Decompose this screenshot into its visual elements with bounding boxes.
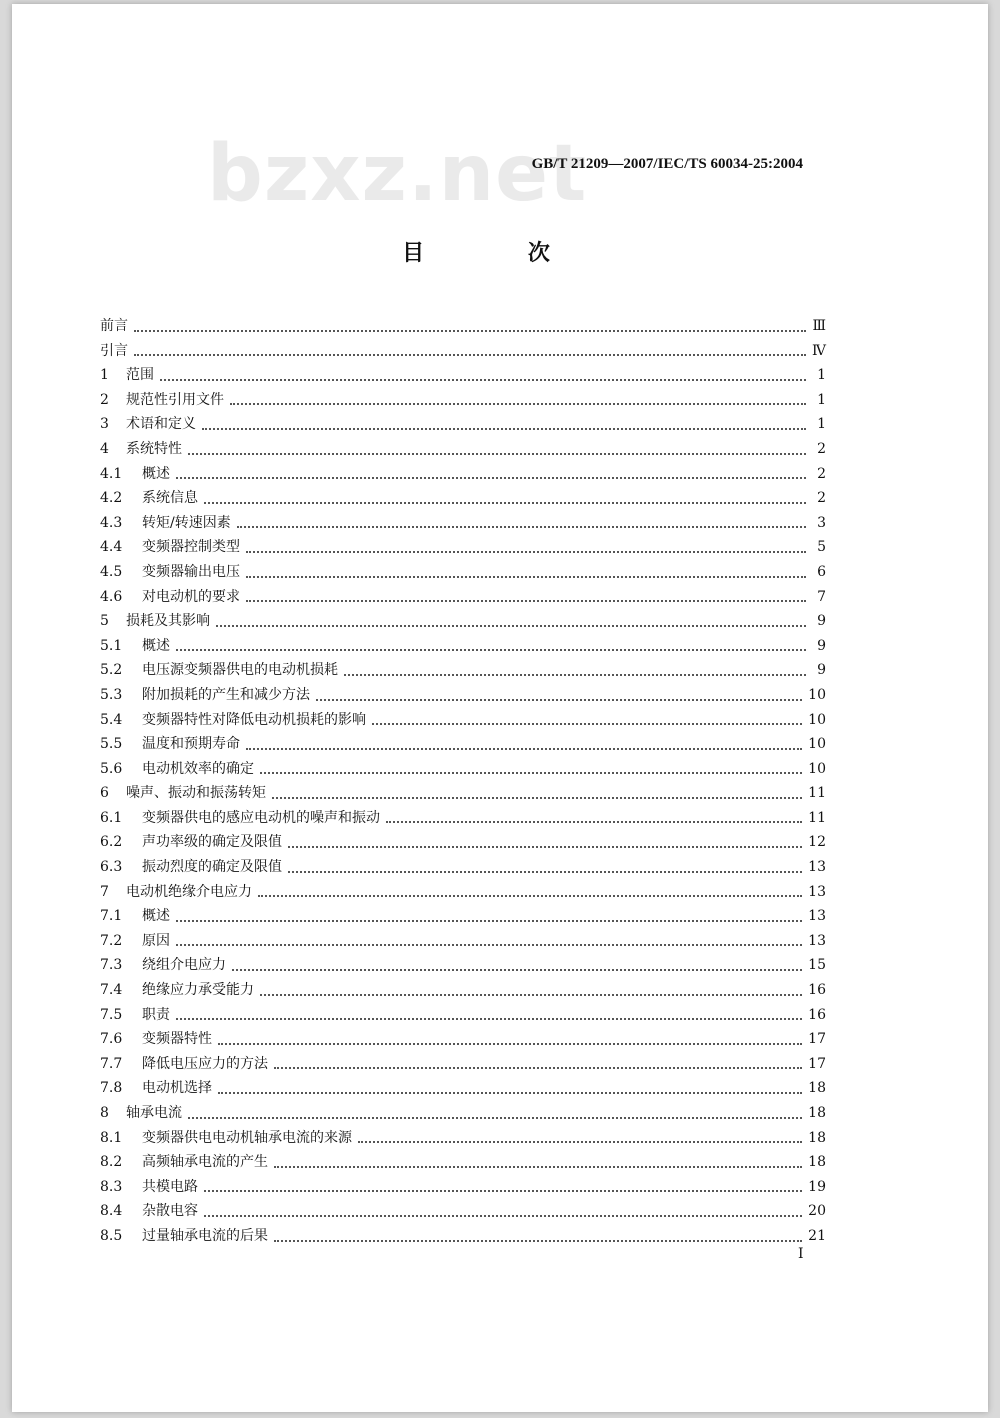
toc-entry: [100, 1076, 826, 1101]
toc-entry-number: 7.3: [100, 957, 123, 974]
toc-leader-dots: [274, 1067, 802, 1069]
toc-entry-page: 18: [808, 1154, 826, 1171]
toc-entry-label: 附加损耗的产生和减少方法: [142, 686, 310, 703]
toc-entry: [100, 634, 826, 659]
toc-entry-page: 11: [808, 809, 826, 826]
toc-entry-number: 8: [100, 1105, 109, 1121]
toc-entry-number: 7.5: [100, 1006, 123, 1023]
toc-entry-label: 损耗及其影响: [126, 613, 210, 630]
toc-entry-label: 电动机选择: [142, 1080, 212, 1097]
standard-code: GB/T 21209—2007/IEC/TS 60034-25:2004: [531, 156, 803, 172]
toc-leader-dots: [246, 748, 802, 750]
toc-entry: [100, 388, 826, 413]
toc-entry-number: 8.2: [100, 1154, 123, 1171]
toc-entry-page: 1: [817, 391, 826, 408]
toc-entry-label: 变频器供电的感应电动机的噪声和振动: [142, 809, 380, 826]
toc-leader-dots: [232, 969, 802, 971]
toc-entry-number: 5.4: [100, 711, 123, 728]
toc-entry-number: 7.7: [100, 1055, 123, 1072]
toc-entry: [100, 609, 826, 634]
toc-entry-number: 7.1: [100, 908, 123, 925]
toc-leader-dots: [204, 1190, 802, 1192]
toc-entry-number: 5: [100, 613, 109, 630]
toc-leader-dots: [260, 994, 802, 996]
toc-entry: [100, 929, 826, 954]
toc-entry-number: 8.4: [100, 1203, 123, 1220]
toc-entry-label: 降低电压应力的方法: [142, 1055, 268, 1072]
toc-entry-label: 杂散电容: [142, 1203, 198, 1220]
toc-entry-label: 引言: [100, 342, 128, 359]
toc-entry: [100, 363, 826, 388]
toc-leader-dots: [176, 944, 802, 946]
toc-entry-page: 13: [808, 883, 826, 900]
page-number: I: [798, 1246, 804, 1262]
toc-entry-page: Ⅲ: [812, 318, 826, 334]
toc-leader-dots: [176, 649, 806, 651]
table-of-contents: [100, 314, 826, 1249]
toc-leader-dots: [260, 772, 802, 774]
toc-entry-label: 绕组介电应力: [142, 957, 226, 974]
toc-entry: [100, 683, 826, 708]
toc-entry: [100, 953, 826, 978]
toc-entry-page: 5: [817, 539, 826, 556]
toc-entry-page: 11: [808, 785, 826, 802]
toc-entry: [100, 1199, 826, 1224]
toc-entry-page: 1: [817, 416, 826, 433]
toc-entry: [100, 1150, 826, 1175]
toc-leader-dots: [204, 1215, 802, 1217]
toc-entry: [100, 511, 826, 536]
toc-entry: [100, 535, 826, 560]
toc-leader-dots: [372, 723, 802, 725]
toc-leader-dots: [358, 1141, 802, 1143]
toc-entry-page: 10: [808, 711, 826, 728]
toc-entry-page: 10: [808, 760, 826, 777]
toc-entry-page: 9: [817, 613, 826, 630]
toc-entry-number: 4: [100, 440, 109, 457]
toc-leader-dots: [176, 477, 806, 479]
toc-entry-number: 7.8: [100, 1080, 123, 1097]
toc-entry-page: 16: [808, 1006, 826, 1023]
toc-entry-label: 概述: [142, 637, 170, 654]
toc-entry: [100, 1101, 826, 1126]
toc-entry-number: 4.4: [100, 539, 123, 556]
toc-leader-dots: [258, 895, 802, 897]
toc-leader-dots: [274, 1166, 802, 1168]
toc-entry-page: 17: [808, 1055, 826, 1072]
toc-entry-label: 变频器供电电动机轴承电流的来源: [142, 1129, 352, 1146]
toc-entry-number: 6: [100, 785, 109, 802]
toc-leader-dots: [204, 502, 806, 504]
toc-entry-number: 4.3: [100, 514, 123, 531]
toc-entry: [100, 585, 826, 610]
toc-entry-number: 7.6: [100, 1031, 123, 1048]
toc-entry-number: 8.1: [100, 1129, 123, 1146]
toc-leader-dots: [230, 403, 806, 405]
toc-leader-dots: [344, 674, 806, 676]
toc-leader-dots: [316, 699, 802, 701]
toc-entry: [100, 339, 826, 364]
toc-entry-page: 6: [817, 563, 826, 580]
toc-entry-page: 10: [808, 736, 826, 753]
toc-entry: [100, 708, 826, 733]
toc-title: 目 次: [402, 240, 598, 266]
toc-leader-dots: [288, 846, 802, 848]
toc-entry-label: 原因: [142, 932, 170, 949]
toc-entry-label: 范围: [126, 367, 154, 384]
toc-leader-dots: [134, 354, 806, 356]
toc-entry: [100, 830, 826, 855]
toc-entry-page: 16: [808, 982, 826, 999]
toc-leader-dots: [188, 453, 806, 455]
toc-entry-number: 5.6: [100, 760, 123, 777]
toc-entry: [100, 732, 826, 757]
toc-entry-page: 13: [808, 908, 826, 925]
toc-leader-dots: [188, 1117, 802, 1119]
toc-entry-label: 对电动机的要求: [142, 588, 240, 605]
toc-entry-page: 2: [817, 490, 826, 507]
toc-entry-page: 2: [817, 440, 826, 457]
toc-leader-dots: [237, 526, 806, 528]
toc-entry-page: 15: [808, 957, 826, 974]
toc-entry-label: 温度和预期寿命: [142, 736, 240, 753]
toc-leader-dots: [274, 1240, 802, 1242]
toc-leader-dots: [218, 1043, 802, 1045]
toc-entry-number: 5.2: [100, 662, 123, 679]
toc-entry-page: 21: [808, 1227, 826, 1244]
toc-entry-page: 2: [817, 465, 826, 482]
toc-entry-label: 变频器控制类型: [142, 539, 240, 556]
toc-entry: [100, 486, 826, 511]
toc-entry: [100, 1052, 826, 1077]
toc-leader-dots: [160, 379, 806, 381]
toc-entry-label: 高频轴承电流的产生: [142, 1154, 268, 1171]
toc-entry-number: 3: [100, 416, 109, 433]
toc-entry-number: 4.6: [100, 588, 123, 605]
toc-entry-page: 1: [817, 367, 826, 384]
toc-entry: [100, 1003, 826, 1028]
toc-entry-number: 6.1: [100, 809, 123, 826]
toc-entry-label: 转矩/转速因素: [142, 514, 231, 531]
toc-entry-number: 7.4: [100, 982, 123, 999]
toc-entry-label: 绝缘应力承受能力: [142, 982, 254, 999]
toc-entry-page: 18: [808, 1105, 826, 1121]
toc-entry-label: 声功率级的确定及限值: [142, 834, 282, 851]
toc-entry-page: 20: [808, 1203, 826, 1220]
toc-entry-label: 系统特性: [126, 440, 182, 457]
toc-entry-number: 5.5: [100, 736, 123, 753]
toc-entry-page: 19: [808, 1178, 826, 1195]
toc-entry-number: 2: [100, 391, 109, 408]
toc-entry: [100, 978, 826, 1003]
toc-entry-number: 7.2: [100, 932, 123, 949]
toc-entry: [100, 437, 826, 462]
toc-leader-dots: [218, 1092, 802, 1094]
toc-leader-dots: [176, 920, 802, 922]
toc-entry-number: 8.3: [100, 1178, 123, 1195]
toc-leader-dots: [386, 821, 802, 823]
toc-entry-page: 3: [817, 514, 826, 531]
toc-entry-label: 术语和定义: [126, 416, 196, 433]
toc-leader-dots: [246, 551, 806, 553]
toc-entry-label: 变频器特性: [142, 1031, 212, 1048]
toc-leader-dots: [216, 625, 806, 627]
toc-entry: [100, 1224, 826, 1249]
toc-entry-label: 振动烈度的确定及限值: [142, 859, 282, 876]
watermark: bzxz.net: [207, 129, 588, 219]
toc-entry-label: 电动机效率的确定: [142, 760, 254, 777]
toc-entry-page: Ⅳ: [812, 342, 826, 359]
toc-entry: [100, 412, 826, 437]
toc-leader-dots: [176, 1018, 802, 1020]
toc-entry-page: 7: [817, 588, 826, 605]
toc-entry-label: 前言: [100, 318, 128, 334]
toc-entry-number: 5.3: [100, 686, 123, 703]
toc-entry-page: 10: [808, 686, 826, 703]
toc-entry-number: 4.1: [100, 465, 123, 482]
toc-entry: [100, 880, 826, 905]
toc-entry-number: 4.2: [100, 490, 123, 507]
toc-entry-page: 9: [817, 637, 826, 654]
toc-entry-page: 17: [808, 1031, 826, 1048]
toc-entry-label: 共模电路: [142, 1178, 198, 1195]
toc-entry-label: 电压源变频器供电的电动机损耗: [142, 662, 338, 679]
toc-entry-number: 4.5: [100, 563, 123, 580]
toc-entry-label: 概述: [142, 908, 170, 925]
toc-entry: [100, 806, 826, 831]
document-page: [12, 4, 988, 1412]
toc-entry-number: 1: [100, 367, 109, 384]
toc-entry: [100, 855, 826, 880]
toc-entry: [100, 1126, 826, 1151]
toc-entry-label: 过量轴承电流的后果: [142, 1227, 268, 1244]
toc-leader-dots: [202, 428, 806, 430]
toc-entry-page: 9: [817, 662, 826, 679]
toc-leader-dots: [288, 871, 802, 873]
toc-entry-label: 职责: [142, 1006, 170, 1023]
toc-entry-label: 变频器特性对降低电动机损耗的影响: [142, 711, 366, 728]
toc-leader-dots: [134, 330, 806, 332]
toc-entry: [100, 757, 826, 782]
toc-entry-label: 规范性引用文件: [126, 391, 224, 408]
toc-entry-label: 概述: [142, 465, 170, 482]
toc-entry: [100, 1027, 826, 1052]
toc-entry-page: 12: [808, 834, 826, 851]
toc-entry-number: 7: [100, 883, 109, 900]
toc-entry-number: 8.5: [100, 1227, 123, 1244]
toc-entry: [100, 314, 826, 339]
toc-entry-label: 系统信息: [142, 490, 198, 507]
toc-leader-dots: [272, 797, 802, 799]
toc-entry-number: 6.3: [100, 859, 123, 876]
toc-entry-label: 轴承电流: [126, 1105, 182, 1121]
toc-entry: [100, 1175, 826, 1200]
toc-leader-dots: [246, 600, 806, 602]
toc-entry-page: 18: [808, 1080, 826, 1097]
toc-entry: [100, 462, 826, 487]
toc-entry: [100, 560, 826, 585]
toc-entry-page: 13: [808, 859, 826, 876]
toc-entry: [100, 658, 826, 683]
toc-entry-page: 18: [808, 1129, 826, 1146]
toc-entry-label: 噪声、振动和振荡转矩: [126, 785, 266, 802]
toc-entry: [100, 904, 826, 929]
toc-entry-label: 变频器输出电压: [142, 563, 240, 580]
toc-entry: [100, 781, 826, 806]
toc-entry-page: 13: [808, 932, 826, 949]
toc-leader-dots: [246, 576, 806, 578]
toc-entry-number: 6.2: [100, 834, 123, 851]
toc-entry-label: 电动机绝缘介电应力: [126, 883, 252, 900]
toc-entry-number: 5.1: [100, 637, 123, 654]
